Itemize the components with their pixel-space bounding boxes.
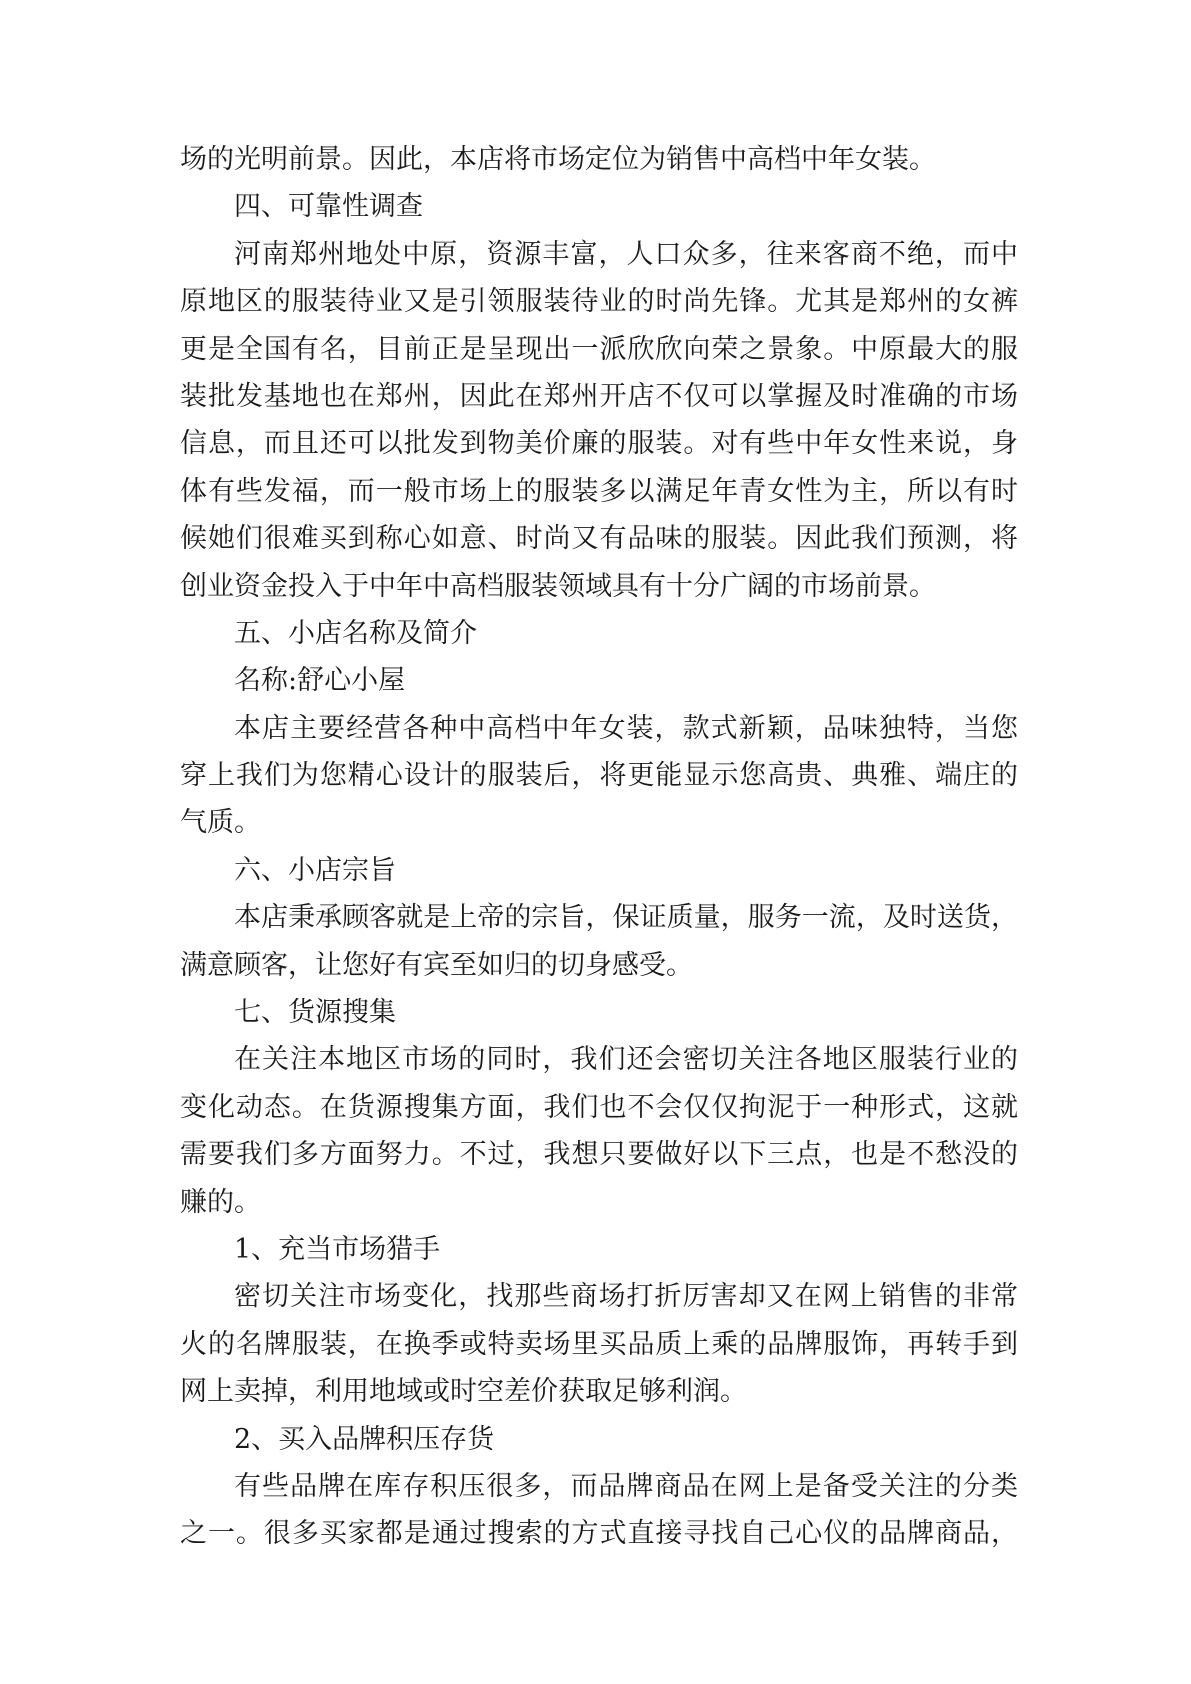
text-line: 2、买入品牌积压存货 [234, 1423, 495, 1455]
text-line: 六、小店宗旨 [234, 854, 396, 886]
text-line: 原地区的服装待业又是引领服装待业的时尚先锋。尤其是郑州的女裤 [180, 286, 1018, 318]
text-line: 火的名牌服装，在换季或特卖场里买品质上乘的品牌服饰，再转手到 [180, 1328, 1018, 1360]
text-line: 信息，而且还可以批发到物美价廉的服装。对有些中年女性来说，身 [180, 428, 1018, 460]
text-line: 七、货源搜集 [234, 997, 396, 1029]
text-line: 候她们很难买到称心如意、时尚又有品味的服装。因此我们预测，将 [180, 523, 1018, 555]
text-line: 装批发基地也在郑州，因此在郑州开店不仅可以掌握及时准确的市场 [180, 380, 1018, 412]
text-line: 赚的。 [180, 1186, 261, 1218]
text-line: 河南郑州地处中原，资源丰富，人口众多，往来客商不绝，而中 [234, 238, 1018, 270]
text-line: 穿上我们为您精心设计的服装后，将更能显示您高贵、典雅、端庄的 [180, 760, 1018, 792]
text-line: 1、充当市场猎手 [234, 1233, 441, 1265]
text-line: 体有些发福，而一般市场上的服装多以满足年青女性为主，所以有时 [180, 475, 1018, 507]
text-line: 有些品牌在库存积压很多，而品牌商品在网上是备受关注的分类 [234, 1470, 1018, 1502]
text-line: 密切关注市场变化，找那些商场打折厉害却又在网上销售的非常 [234, 1281, 1018, 1313]
text-line: 变化动态。在货源搜集方面，我们也不会仅仅拘泥于一种形式，这就 [180, 1091, 1018, 1123]
text-line: 满意顾客，让您好有宾至如归的切身感受。 [180, 949, 693, 981]
text-line: 之一。很多买家都是通过搜索的方式直接寻找自己心仪的品牌商品， [180, 1518, 1018, 1550]
text-line: 本店秉承顾客就是上帝的宗旨，保证质量，服务一流，及时送货， [234, 902, 1018, 934]
text-line: 创业资金投入于中年中高档服装领域具有十分广阔的市场前景。 [180, 570, 936, 602]
text-line: 本店主要经营各种中高档中年女装，款式新颖，品味独特，当您 [234, 712, 1018, 744]
text-line: 需要我们多方面努力。不过，我想只要做好以下三点，也是不愁没的 [180, 1139, 1018, 1171]
text-line: 网上卖掉，利用地域或时空差价获取足够利润。 [180, 1376, 747, 1408]
document-page [180, 136, 1018, 1558]
text-line: 气质。 [180, 807, 261, 839]
text-line: 五、小店名称及简介 [234, 617, 477, 649]
text-line: 场的光明前景。因此，本店将市场定位为销售中高档中年女装。 [180, 144, 936, 175]
text-line: 更是全国有名，目前正是呈现出一派欣欣向荣之景象。中原最大的服 [180, 333, 1018, 365]
text-line: 名称:舒心小屋 [234, 665, 406, 697]
text-line: 四、可靠性调查 [234, 191, 423, 223]
text-line: 在关注本地区市场的同时，我们还会密切关注各地区服装行业的 [234, 1044, 1018, 1076]
